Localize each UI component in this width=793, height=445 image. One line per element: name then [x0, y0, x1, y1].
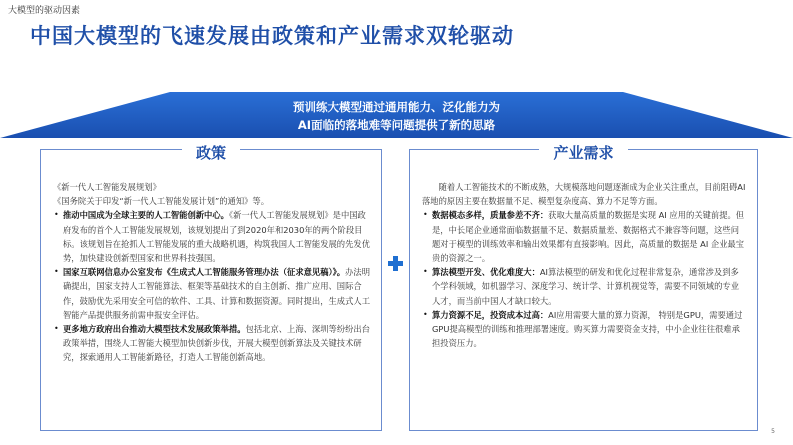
policy-item — [53, 322, 371, 365]
industry-intro: 随着人工智能技术的不断成熟，大规模落地问题逐渐成为企业关注重点，目前阻碍AI落地的原因主要在数据量不足、模型复杂度高、算力不足等方面。 — [422, 182, 746, 207]
demand-item-text: 获取大量高质量的数据是实现 AI 应用的关键前提。但是，中长尾企业通常面临数据量不足、数据质量差、数据格式不兼容等问题，这些问题对于模型的训练效率和输出效果都有直接影响。因此，高质量的数据是 AI 企业最宝贵的资源之一。 — [432, 210, 745, 264]
policy-item-title: 国家互联网信息办公室发布《生成式人工智能服务管理办法（征求意见稿）》。 — [63, 267, 346, 278]
demand-item-title: 算力资源不足，投资成本过高： — [432, 309, 549, 320]
demand-item — [422, 308, 747, 351]
banner-line-2: AI面临的落地难等问题提供了新的思路 — [297, 118, 496, 132]
demand-item — [422, 208, 747, 265]
demand-item-text: AI应用需要大量的算力资源， 特别是GPU，需要通过GPU提高模型的训练和推理部署速度。购买算力需要资金支持，中小企业往往很难承担投资压力。 — [432, 309, 743, 349]
policy-item-title: 推动中国成为全球主要的人工智能创新中心。 — [63, 210, 229, 221]
policy-panel — [40, 144, 382, 431]
policy-heading: 政策 — [182, 142, 240, 163]
policy-ref-1: 《新一代人工智能发展规划》 — [53, 182, 161, 192]
banner-line-1: 预训练大模型通过通用能力、泛化能力为 — [293, 100, 500, 114]
bullet-icon: • — [54, 324, 59, 334]
policy-item-title: 更多地方政府出台推动大模型技术发展政策举措。 — [63, 324, 246, 335]
bullet-icon: • — [54, 210, 59, 220]
policy-item-text: 《新一代人工智能发展规划》是中国政府发布的首个人工智能发展规划，该规划提出了到2020年和2030年的两个阶段目标。该规划旨在抢抓人工智能发展的重大战略机遇，构筑我国人工智能发展的先发优势，加快建设创新型国家和世界科技强国。 — [63, 210, 370, 264]
demand-item-title: 算法模型开发、优化难度大： — [432, 267, 540, 278]
policy-item-text: 包括北京、上海、深圳等纷纷出台政策举措，围绕人工智能大模型加快创新步伐，开展大模型创新算法及关键技术研究，探索通用人工智能新路径，打造人工智能创新高地。 — [63, 324, 371, 363]
policy-item — [53, 208, 371, 265]
bullet-icon: • — [423, 210, 428, 220]
plus-icon — [388, 256, 403, 271]
breadcrumb: 大模型的驱动因素 — [8, 6, 81, 16]
bullet-icon: • — [423, 267, 428, 277]
industry-demand-heading: 产业需求 — [539, 142, 627, 163]
demand-item-title: 数据模态多样，质量参差不齐： — [432, 210, 549, 221]
policy-ref-2: 《国务院关于印发“新一代人工智能发展计划”的通知》等。 — [53, 196, 270, 207]
bullet-icon: • — [423, 309, 428, 319]
demand-item — [422, 265, 747, 308]
bullet-icon: • — [54, 267, 59, 277]
demand-item-text: AI算法模型的研发和优化过程非常复杂，通常涉及到多个学科领域，如机器学习、深度学习、统计学、计算机视觉等，需要不同领域的专业人才，而当前中国人才缺口较大。 — [432, 267, 739, 306]
policy-item — [53, 265, 371, 322]
policy-item-text: 办法明确提出，国家支持人工智能算法、框架等基础技术的自主创新、推广应用、国际合作，鼓励优先采用安全可信的软件、工具、计算和数据资源。同时提出，生成式人工智能产品提供服务前需申报安全评估。 — [63, 267, 371, 320]
page-number: 5 — [771, 428, 775, 435]
industry-demand-panel — [409, 144, 758, 431]
page-title: 中国大模型的飞速发展由政策和产业需求双轮驱动 — [30, 24, 514, 48]
